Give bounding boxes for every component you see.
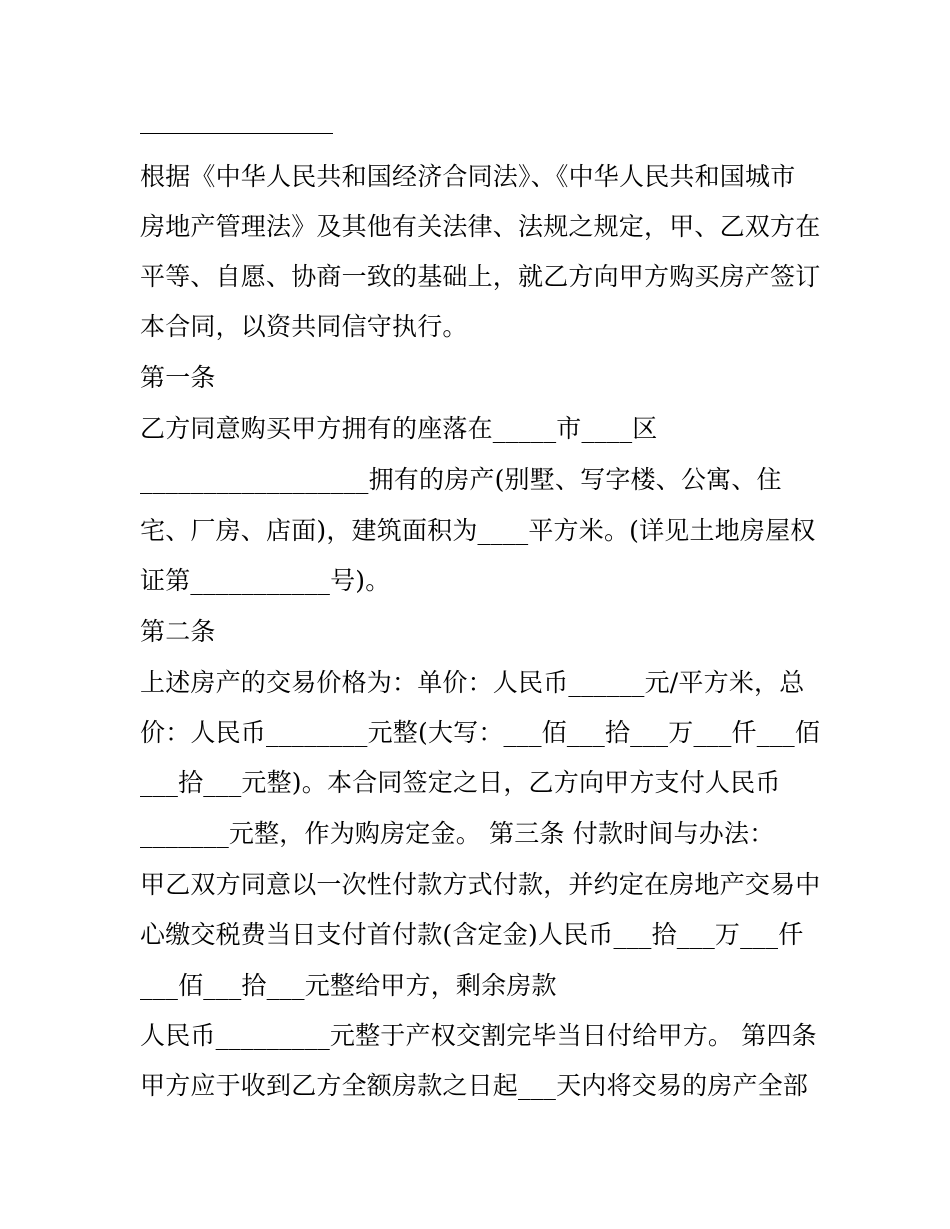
article-1-line-3: 宅、厂房、店面)，建筑面积为____平方米。(详见土地房屋权 [140, 516, 816, 545]
article-1-line-1: 乙方同意购买甲方拥有的座落在_____市____区 [140, 414, 658, 443]
article-3-line-4: 人民币_________元整于产权交割完毕当日付给甲方。 第四条 [140, 1021, 817, 1050]
article-2-line-3: ___拾___元整)。本合同签定之日，乙方向甲方支付人民币 [140, 768, 781, 797]
article-1-line-4: 证第___________号)。 [140, 566, 391, 595]
paragraph-line-1: 根据《中华人民共和国经济合同法》、《中华人民共和国城市 [140, 162, 796, 191]
article-3-line-1: 甲乙双方同意以一次性付款方式付款，并约定在房地产交易中 [140, 870, 821, 899]
article-3-line-3: ___佰___拾___元整给甲方，剩余房款 [140, 971, 557, 1000]
article-2-line-1: 上述房产的交易价格为：单价：人民币______元/平方米，总 [140, 668, 805, 697]
article-2-heading: 第二条 [140, 617, 216, 646]
article-3-line-2: 心缴交税费当日支付首付款(含定金)人民币___拾___万___仟 [140, 920, 804, 949]
article-1-line-2: __________________拥有的房产(别墅、写字楼、公寓、住 [140, 465, 782, 494]
article-2-line-2: 价：人民币________元整(大写：___佰___拾___万___仟___佰 [140, 718, 821, 747]
top-blank-rule [140, 133, 333, 134]
paragraph-line-3: 平等、自愿、协商一致的基础上，就乙方向甲方购买房产签订 [140, 262, 821, 291]
article-4-line-1: 甲方应于收到乙方全额房款之日起___天内将交易的房产全部 [140, 1071, 809, 1100]
paragraph-line-2: 房地产管理法》及其他有关法律、法规之规定，甲、乙双方在 [140, 212, 821, 241]
article-1-heading: 第一条 [140, 363, 216, 392]
article-2-line-4: _______元整，作为购房定金。 第三条 付款时间与办法： [140, 819, 775, 848]
paragraph-line-4: 本合同，以资共同信守执行。 [140, 312, 468, 341]
